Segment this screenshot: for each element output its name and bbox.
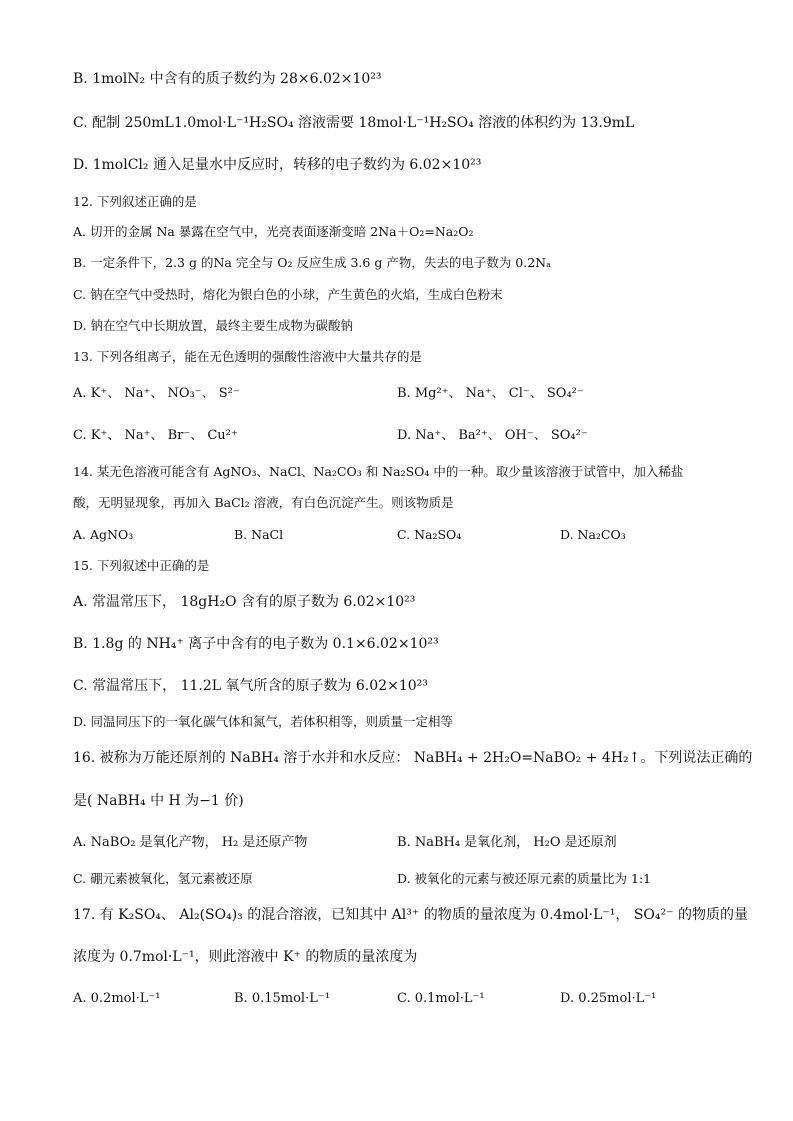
q14-option-d: D. Na₂CO₃ [560,527,626,542]
q14-stem-line2: 酸，无明显现象，再加入 BaCl₂ 溶液，有白色沉淀产生。则该物质是 [73,495,454,510]
q11-option-b: B. 1molN₂ 中含有的质子数约为 28×6.02×10²³ [73,71,382,87]
q12-option-c: C. 钠在空气中受热时，熔化为银白色的小球，产生黄色的火焰，生成白色粉末 [73,287,503,302]
q16-option-b: B. NaBH₄ 是氧化剂， H₂O 是还原剂 [397,835,617,850]
q13-option-c: C. K⁺、 Na⁺、 Br⁻、 Cu²⁺ [73,428,238,443]
q17-option-d: D. 0.25mol·L⁻¹ [560,991,657,1006]
q13-stem: 13. 下列各组离子，能在无色透明的强酸性溶液中大量共存的是 [73,349,422,364]
q16-option-d: D. 被氧化的元素与被还原元素的质量比为 1:1 [397,871,652,886]
q12-stem: 12. 下列叙述正确的是 [73,194,197,209]
q16-option-c: C. 硼元素被氧化，氢元素被还原 [73,871,253,886]
q13-option-a: A. K⁺、 Na⁺、 NO₃⁻、 S²⁻ [73,386,240,401]
q15-option-d: D. 同温同压下的一氧化碳气体和氮气，若体积相等，则质量一定相等 [73,714,454,729]
q15-stem: 15. 下列叙述中正确的是 [73,558,210,573]
q17-option-c: C. 0.1mol·L⁻¹ [397,991,485,1006]
q14-option-c: C. Na₂SO₄ [397,527,462,542]
q11-option-c: C. 配制 250mL1.0mol·L⁻¹H₂SO₄ 溶液需要 18mol·L⁻¹H₂SO₄ 溶液的体积约为 13.9mL [73,115,635,131]
q14-stem-line1: 14. 某无色溶液可能含有 AgNO₃、NaCl、Na₂CO₃ 和 Na₂SO₄ 中的一种。取少量该溶液于试管中，加入稀盐 [73,464,684,479]
q16-stem-line1: 16. 被称为万能还原剂的 NaBH₄ 溶于水并和水反应： NaBH₄ + 2H₂O=NaBO₂ + 4H₂↑。下列说法正确的 [73,750,753,766]
q17-stem-line2: 浓度为 0.7mol·L⁻¹，则此溶液中 K⁺ 的物质的量浓度为 [73,949,418,965]
q12-option-a: A. 切开的金属 Na 暴露在空气中，光亮表面逐渐变暗 2Na＋O₂=Na₂O₂ [73,224,474,239]
q15-option-b: B. 1.8g 的 NH₄⁺ 离子中含有的电子数为 0.1×6.02×10²³ [73,636,439,652]
q16-stem-line2: 是( NaBH₄ 中 H 为−1 价) [73,793,244,809]
q17-option-a: A. 0.2mol·L⁻¹ [73,991,161,1006]
q17-stem-line1: 17. 有 K₂SO₄、 Al₂(SO₄)₃ 的混合溶液，已知其中 Al³⁺ 的物质的量浓度为 0.4mol·L⁻¹， SO₄²⁻ 的物质的量 [73,907,748,923]
q15-option-c: C. 常温常压下， 11.2L 氧气所含的原子数为 6.02×10²³ [73,678,428,694]
q12-option-d: D. 钠在空气中长期放置，最终主要生成物为碳酸钠 [73,318,354,333]
q14-option-b: B. NaCl [234,527,284,542]
q13-option-d: D. Na⁺、 Ba²⁺、 OH⁻、 SO₄²⁻ [397,428,588,443]
q13-option-b: B. Mg²⁺、 Na⁺、 Cl⁻、 SO₄²⁻ [397,386,584,401]
q17-option-b: B. 0.15mol·L⁻¹ [234,991,330,1006]
q12-option-b: B. 一定条件下，2.3 g 的Na 完全与 O₂ 反应生成 3.6 g 产物，失去的电子数为 0.2Nₐ [73,255,551,270]
q16-option-a: A. NaBO₂ 是氧化产物， H₂ 是还原产物 [73,835,308,850]
q15-option-a: A. 常温常压下， 18gH₂O 含有的原子数为 6.02×10²³ [73,594,416,610]
q14-option-a: A. AgNO₃ [73,527,134,542]
q11-option-d: D. 1molCl₂ 通入足量水中反应时，转移的电子数约为 6.02×10²³ [73,157,482,173]
